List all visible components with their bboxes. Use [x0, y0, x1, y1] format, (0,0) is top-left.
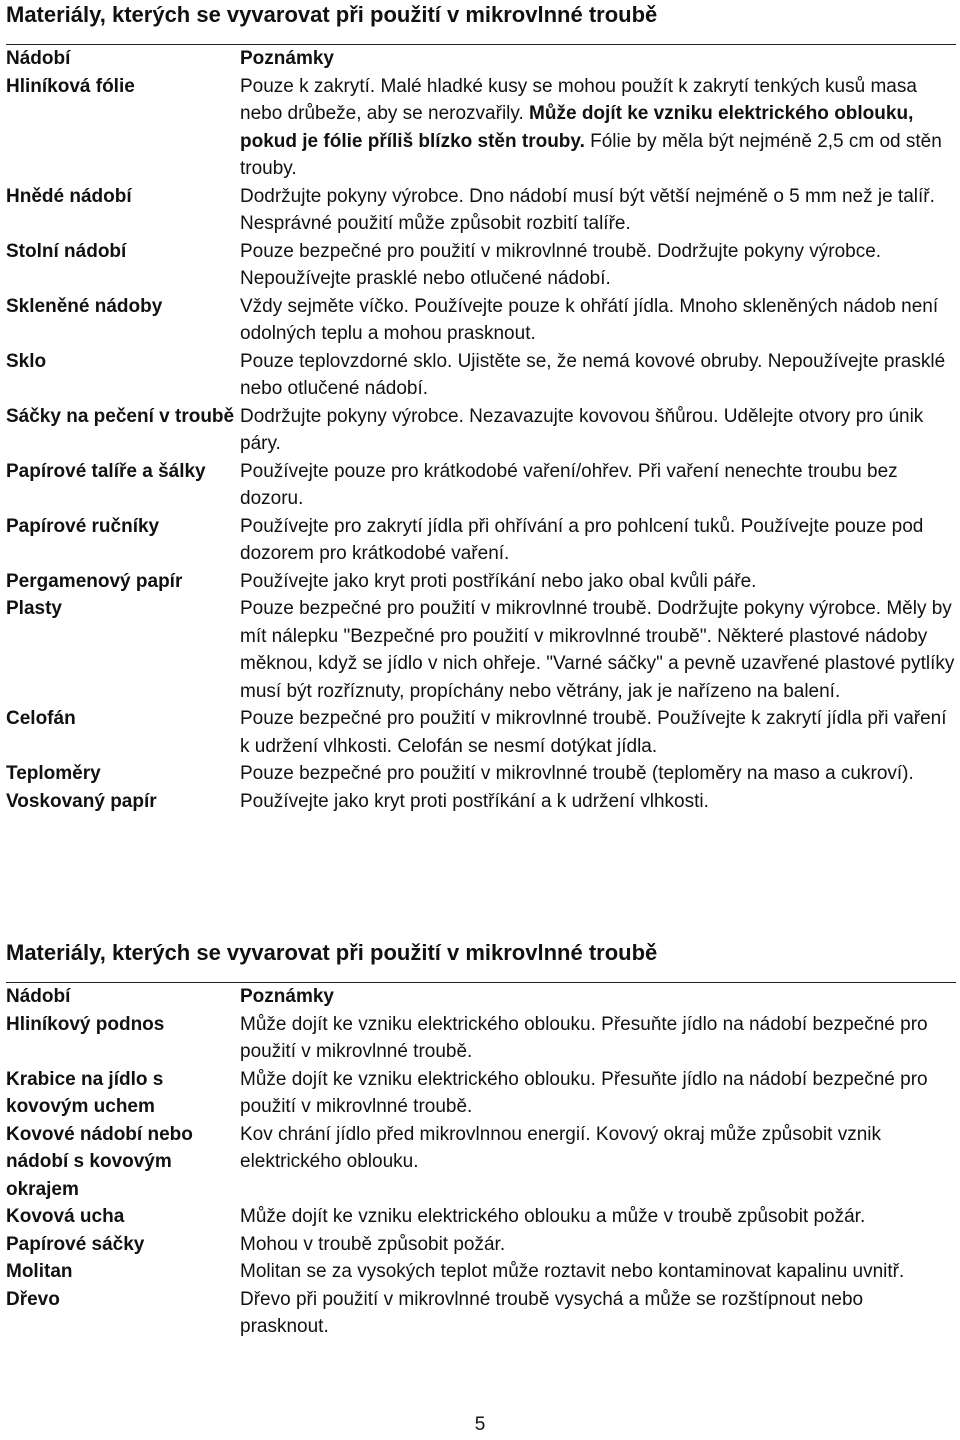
- table-row: [6, 293, 956, 348]
- material-name: Stolní nádobí: [6, 240, 127, 262]
- material-name: Krabice na jídlo s kovovým uchem: [6, 1068, 164, 1117]
- material-note: Pouze bezpečné pro použití v mikrovlnné troubě. Dodržujte pokyny výrobce. Měly by mít nálepku "Bezpečné pro použití v mikrovlnné troubě". Některé plastové nádoby měknou, když se jídlo v nich ohřeje. "Varné sáčky" a pevně uzavřené plastové pytlíky musí být rozříznuty, propíchány nebo větrány, jak je nařízeno na balení.: [240, 598, 955, 702]
- material-name: Molitan: [6, 1261, 73, 1282]
- table-row: [6, 788, 956, 816]
- table-row: [6, 1203, 956, 1231]
- material-note: Kov chrání jídlo před mikrovlnnou energií. Kovový okraj může způsobit vznik elektrického oblouku.: [240, 1123, 882, 1172]
- table-row: [6, 1121, 956, 1204]
- material-note: Používejte jako kryt proti postříkání a k udržení vlhkosti.: [240, 790, 709, 812]
- material-name: Papírové talíře a šálky: [6, 460, 206, 482]
- section-title: Materiály, kterých se vyvarovat při použití v mikrovlnné troubě: [6, 940, 658, 965]
- material-note: Mohou v troubě způsobit požár.: [240, 1233, 506, 1255]
- material-name: Kovové nádobí nebo nádobí s kovovým okrajem: [6, 1123, 193, 1200]
- material-name: Teploměry: [6, 763, 101, 784]
- section-title: Materiály, kterých se vyvarovat při použití v mikrovlnné troubě: [6, 2, 658, 27]
- material-name: Sáčky na pečení v troubě: [6, 405, 235, 427]
- column-header-notes: Poznámky: [240, 48, 334, 69]
- material-note: Vždy sejměte víčko. Používejte pouze k ohřátí jídla. Mnoho skleněných nádob není odolných teplu a mohou prasknout.: [240, 295, 939, 344]
- column-header-cookware: Nádobí: [6, 986, 71, 1007]
- material-note: [240, 73, 956, 183]
- table-row: [6, 238, 956, 293]
- table-row: [6, 1066, 956, 1121]
- material-note: Může dojít ke vzniku elektrického oblouku a může v troubě způsobit požár.: [240, 1206, 866, 1227]
- material-name: Papírové sáčky: [6, 1233, 145, 1255]
- table-row: [6, 1286, 956, 1341]
- table-row: [6, 1258, 956, 1286]
- note-warning: Může dojít ke vzniku elektrického oblouku, pokud je fólie příliš blízko stěn trouby.: [240, 103, 914, 152]
- material-note: Dřevo při použití v mikrovlnné troubě vysychá a může se rozštípnout nebo prasknout.: [240, 1288, 864, 1337]
- material-note: Používejte pro zakrytí jídla při ohřívání a pro pohlcení tuků. Používejte pouze pod dozorem pro krátkodobé vaření.: [240, 515, 924, 564]
- material-name: Hliníková fólie: [6, 75, 135, 97]
- material-name: Skleněné nádoby: [6, 295, 163, 317]
- material-name: Hliníkový podnos: [6, 1013, 165, 1035]
- material-note: Může dojít ke vzniku elektrického oblouku. Přesuňte jídlo na nádobí bezpečné pro použití v mikrovlnné troubě.: [240, 1013, 928, 1062]
- section-materials-avoid-1: [6, 0, 956, 815]
- material-name: Papírové ručníky: [6, 515, 160, 537]
- material-note: Dodržujte pokyny výrobce. Dno nádobí musí být větší nejméně o 5 mm než je talíř. Nesprávné použití může způsobit rozbití talíře.: [240, 185, 935, 234]
- table-row: [6, 1231, 956, 1259]
- table-row: [6, 403, 956, 458]
- note-text: Pouze k zakrytí. Malé hladké kusy se mohou použít k zakrytí tenkých kusů masa nebo drůbeže, aby se nerozvařily.: [240, 75, 917, 124]
- table-row: [6, 760, 956, 788]
- material-note: Pouze bezpečné pro použití v mikrovlnné troubě. Používejte k zakrytí jídla při vaření k udržení vlhkosti. Celofán se nesmí dotýkat jídla.: [240, 708, 947, 757]
- material-note: Molitan se za vysokých teplot může roztavit nebo kontaminovat kapalinu uvnitř.: [240, 1261, 905, 1282]
- material-note: Používejte jako kryt proti postříkání nebo jako obal kvůli páře.: [240, 570, 757, 592]
- page-number: 5: [474, 1414, 486, 1435]
- materials-table: [6, 45, 956, 815]
- material-note: Pouze teplovzdorné sklo. Ujistěte se, že nemá kovové obruby. Nepoužívejte prasklé nebo otlučené nádobí.: [240, 350, 946, 399]
- material-name: Kovová ucha: [6, 1206, 125, 1227]
- material-name: Voskovaný papír: [6, 790, 157, 812]
- table-row: [6, 595, 956, 705]
- materials-table: [6, 983, 956, 1341]
- material-name: Dřevo: [6, 1288, 60, 1310]
- material-name: Plasty: [6, 598, 62, 619]
- table-row: [6, 568, 956, 596]
- material-name: Hnědé nádobí: [6, 185, 132, 207]
- material-note: Pouze bezpečné pro použití v mikrovlnné troubě. Dodržujte pokyny výrobce. Nepoužívejte prasklé nebo otlučené nádobí.: [240, 240, 882, 289]
- section-materials-avoid-2: [6, 938, 956, 1341]
- material-name: Pergamenový papír: [6, 570, 183, 592]
- table-row: [6, 705, 956, 760]
- material-name: Celofán: [6, 708, 76, 729]
- column-header-cookware: Nádobí: [6, 48, 71, 69]
- material-note: Dodržujte pokyny výrobce. Nezavazujte kovovou šňůrou. Udělejte otvory pro únik páry.: [240, 405, 924, 454]
- table-row: [6, 73, 956, 183]
- table-row: [6, 1011, 956, 1066]
- material-note: Používejte pouze pro krátkodobé vaření/ohřev. Při vaření nenechte troubu bez dozoru.: [240, 460, 898, 509]
- table-row: [6, 348, 956, 403]
- table-header-row: [6, 983, 956, 1011]
- table-header-row: [6, 45, 956, 73]
- table-row: [6, 183, 956, 238]
- material-note: Může dojít ke vzniku elektrického oblouku. Přesuňte jídlo na nádobí bezpečné pro použití v mikrovlnné troubě.: [240, 1068, 928, 1117]
- note-text: Fólie by měla být nejméně 2,5 cm od stěn trouby.: [240, 130, 942, 179]
- material-note: Pouze bezpečné pro použití v mikrovlnné troubě (teploměry na maso a cukroví).: [240, 763, 914, 784]
- table-row: [6, 513, 956, 568]
- material-name: Sklo: [6, 350, 47, 372]
- column-header-notes: Poznámky: [240, 986, 334, 1007]
- table-row: [6, 458, 956, 513]
